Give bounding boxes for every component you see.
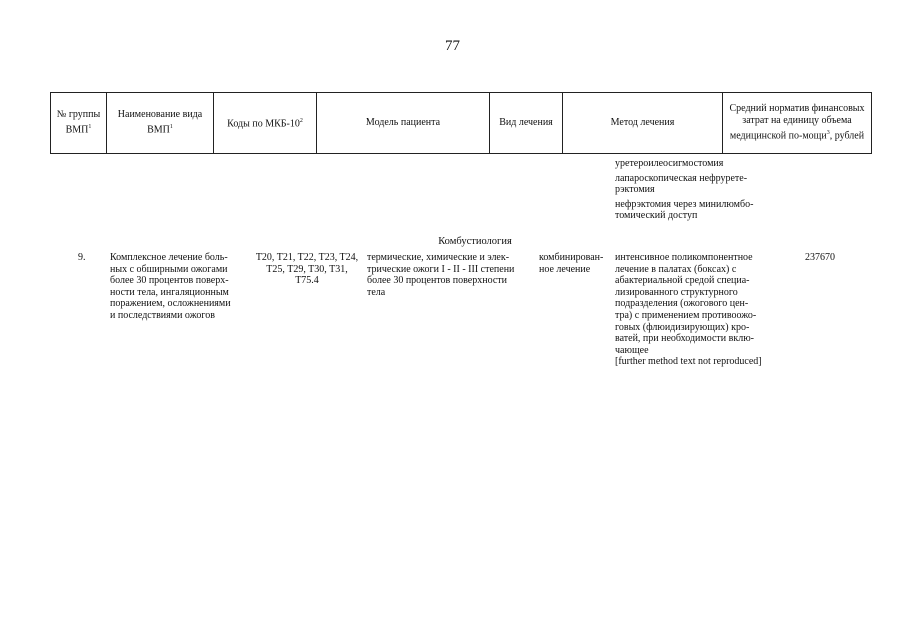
patient-model: термические, химические и элек- трические ожоги I - II - III степени более 30 процентов поверхности тела [367, 252, 515, 298]
header-cost-norm: Средний норматив финансовых затрат на единицу объема медицинской по-мощи$^3$, рублей [723, 93, 872, 154]
header-treatment-method: Метод лечения [563, 93, 723, 154]
row-number: 9. [78, 252, 86, 263]
header-patient-model: Модель пациента [317, 93, 490, 154]
cost-value: 237670 [805, 252, 835, 263]
method-line: уретероилеосигмостомия [615, 158, 724, 169]
icd-codes: T20, T21, T22, T23, T24, T25, T29, T30, T31, T75.4 [255, 252, 359, 287]
method-line: нефрэктомия через минилюмбо- [615, 198, 754, 210]
method-line: томический доступ [615, 210, 698, 222]
header-treatment-type: Вид лечения [490, 93, 563, 154]
header-group-number: № группы ВМП$^1$ [51, 93, 107, 154]
page-number: 77 [445, 38, 460, 54]
continued-methods [615, 158, 775, 222]
section-title: Комбустиология [438, 236, 512, 247]
treatment-method: интенсивное поликомпонентное лечение в палатах (боксах) с абактериальной средой специа- лизированного структурного подразделения (ожогового цен- тра) с применением противоожо- говых (флюидизирующих) кро- ватей, при необходимости вклю- чающее [further method text not reproduced] [615, 252, 762, 368]
method-line: рэктомия [615, 184, 655, 196]
treatment-type: комбинирован- ное лечение [539, 252, 604, 275]
header-vmp-name: Наименование вида ВМП$^1$ [107, 93, 214, 154]
header-icd-codes: Коды по МКБ-$10^2$ [214, 93, 317, 154]
header-row [51, 93, 872, 154]
method-line: лапароскопическая нефрурете- [615, 172, 748, 184]
vmp-name: Комплексное лечение боль- ных с обширными ожогами более 30 процентов поверх- ности тела, ингаляционным поражением, осложнениями и последствиями ожогов [110, 252, 231, 321]
table-header [50, 92, 872, 154]
